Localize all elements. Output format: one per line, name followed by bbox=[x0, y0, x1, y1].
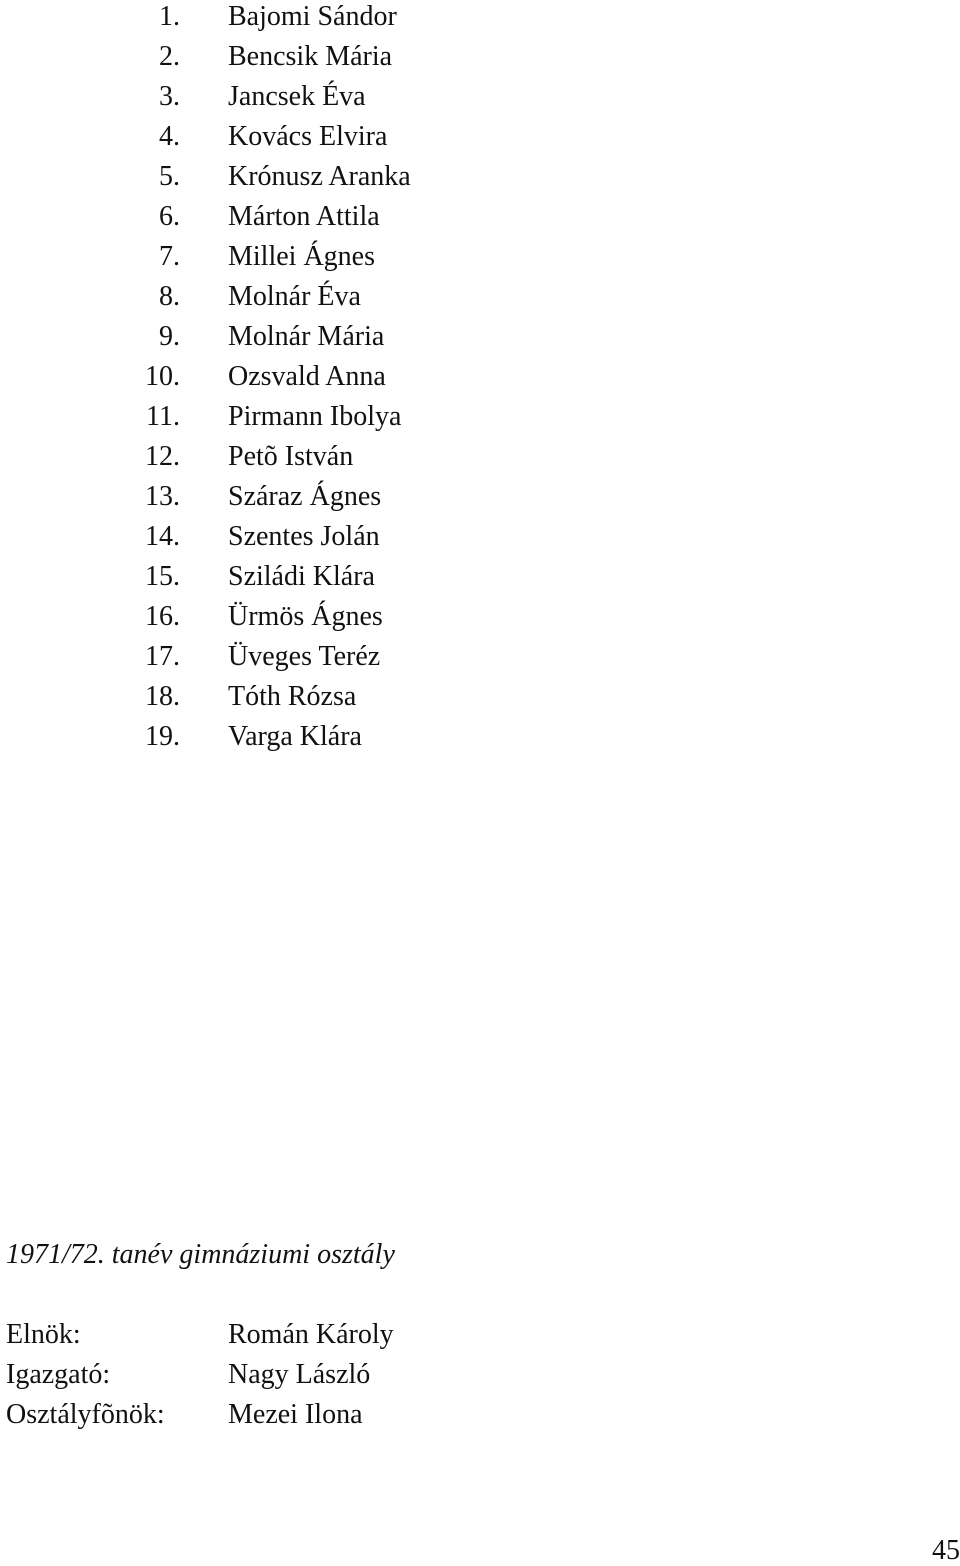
student-name: Varga Klára bbox=[228, 721, 362, 752]
list-number: 6. bbox=[159, 201, 180, 232]
list-number: 19. bbox=[145, 721, 180, 752]
list-number: 2. bbox=[159, 41, 180, 72]
staff-role: Osztályfõnök: bbox=[6, 1399, 165, 1430]
student-name: Márton Attila bbox=[228, 201, 380, 232]
list-number: 7. bbox=[159, 241, 180, 272]
staff-name: Nagy László bbox=[228, 1359, 371, 1390]
page-number: 45 bbox=[932, 1535, 960, 1566]
list-number: 11. bbox=[146, 401, 180, 432]
student-name: Kovács Elvira bbox=[228, 121, 388, 152]
student-name: Ürmös Ágnes bbox=[228, 601, 383, 632]
staff-name: Román Károly bbox=[228, 1319, 394, 1350]
student-name: Bajomi Sándor bbox=[228, 1, 397, 32]
student-name: Száraz Ágnes bbox=[228, 481, 382, 512]
student-name: Petõ István bbox=[228, 441, 354, 472]
student-name: Ozsvald Anna bbox=[228, 361, 386, 392]
list-number: 18. bbox=[145, 681, 180, 712]
list-number: 10. bbox=[145, 361, 180, 392]
student-name: Bencsik Mária bbox=[228, 41, 393, 72]
student-name: Molnár Mária bbox=[228, 321, 385, 352]
student-name: Krónusz Aranka bbox=[228, 161, 411, 192]
list-number: 9. bbox=[159, 321, 180, 352]
list-number: 14. bbox=[145, 521, 180, 552]
student-name: Millei Ágnes bbox=[228, 241, 375, 272]
student-name: Tóth Rózsa bbox=[228, 681, 357, 712]
list-number: 16. bbox=[145, 601, 180, 632]
staff-role: Igazgató: bbox=[6, 1359, 111, 1390]
list-number: 3. bbox=[159, 81, 180, 112]
student-name: Sziládi Klára bbox=[228, 561, 375, 592]
list-number: 13. bbox=[145, 481, 180, 512]
student-name: Molnár Éva bbox=[228, 281, 361, 312]
staff-role: Elnök: bbox=[6, 1319, 81, 1350]
list-number: 1. bbox=[159, 1, 180, 32]
class-heading: 1971/72. tanév gimnáziumi osztály bbox=[6, 1239, 395, 1270]
student-name: Szentes Jolán bbox=[228, 521, 380, 552]
list-number: 15. bbox=[145, 561, 180, 592]
student-name: Jancsek Éva bbox=[228, 81, 366, 112]
list-number: 4. bbox=[159, 121, 180, 152]
list-number: 8. bbox=[159, 281, 180, 312]
list-number: 5. bbox=[159, 161, 180, 192]
staff-name: Mezei Ilona bbox=[228, 1399, 363, 1430]
list-number: 12. bbox=[145, 441, 180, 472]
student-name: Üveges Teréz bbox=[228, 641, 381, 672]
list-number: 17. bbox=[145, 641, 180, 672]
student-name: Pirmann Ibolya bbox=[228, 401, 402, 432]
